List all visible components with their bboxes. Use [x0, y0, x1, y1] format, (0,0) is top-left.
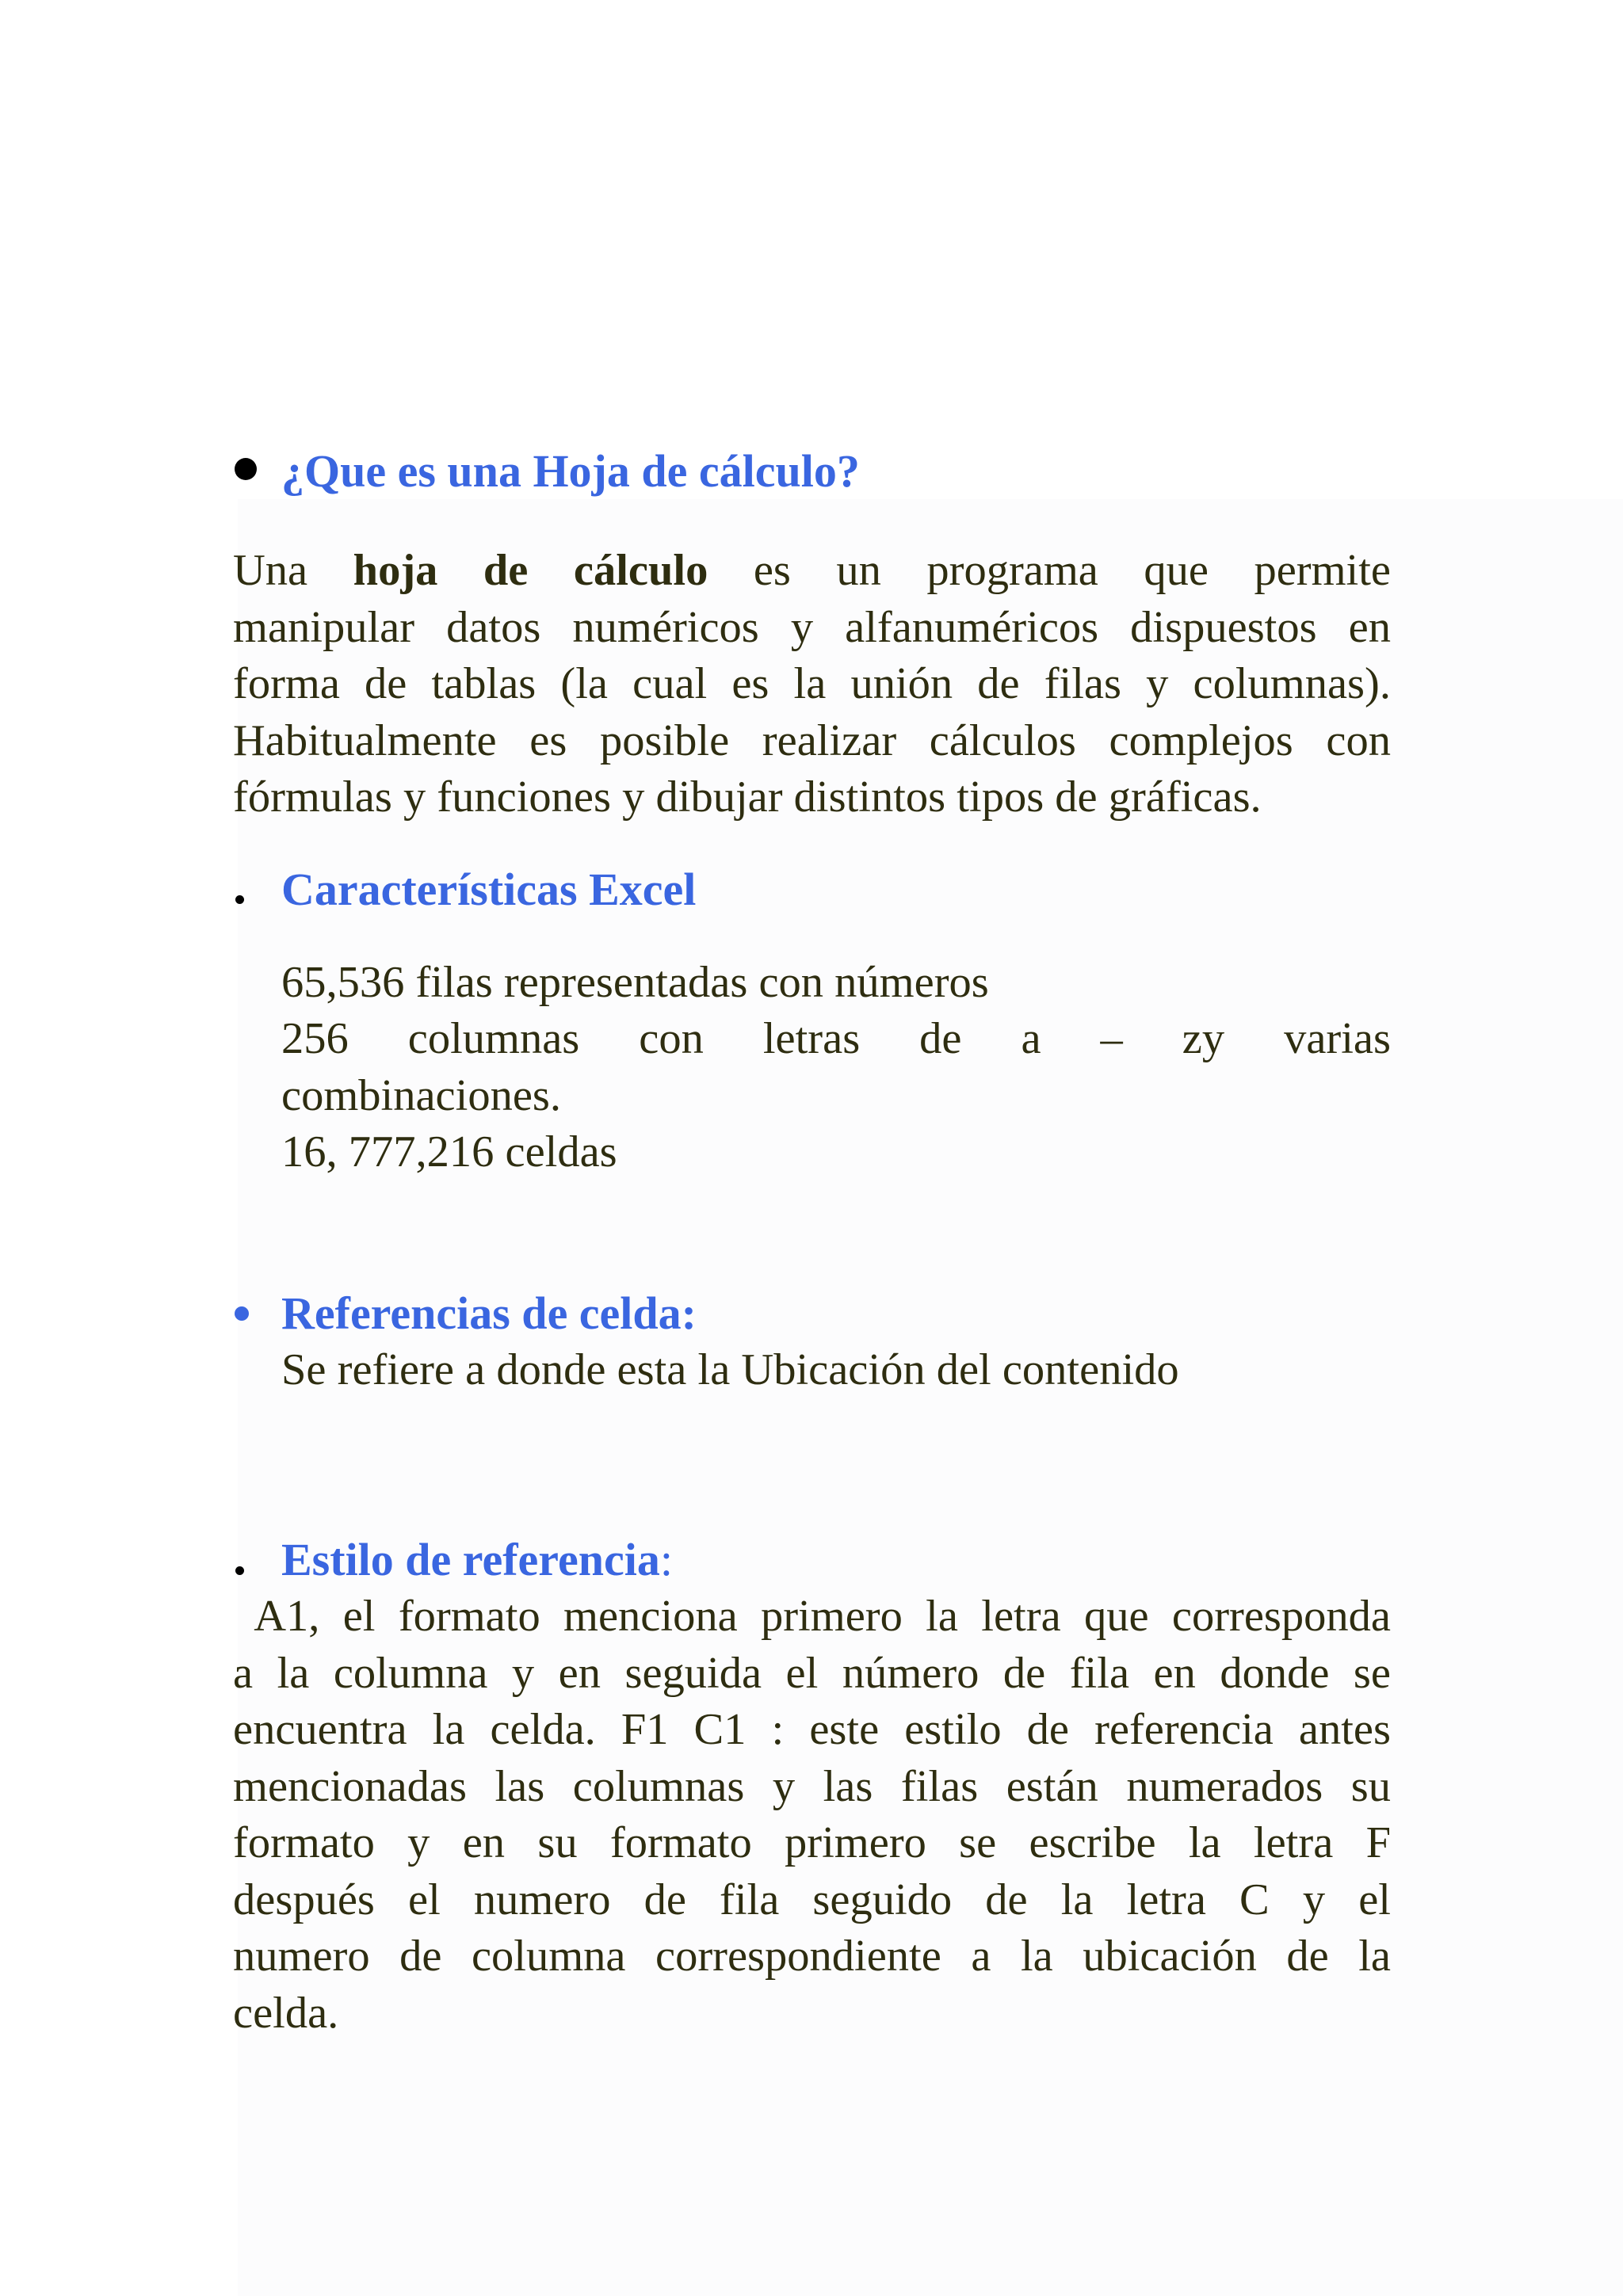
paragraph-line: [233, 543, 1391, 600]
paragraph-line: a la columna y en seguida el número de fila en donde se: [233, 1648, 1391, 1698]
section-heading-caracteristicas: Características Excel: [281, 864, 697, 915]
paragraph-line: Habitualmente es posible realizar cálculos complejos con: [233, 715, 1391, 765]
paragraph-line: forma de tablas (la cual es la unión de filas y columnas).: [233, 659, 1391, 708]
text-span: Una: [233, 546, 308, 595]
section-heading-estilo: [281, 1531, 673, 1589]
paragraph-line: después el numero de fila seguido de la letra C y el: [233, 1875, 1391, 1924]
section-heading-referencias: Referencias de celda:: [281, 1287, 697, 1339]
referencias-description: Se refiere a donde esta la Ubicación del contenido: [281, 1345, 1179, 1394]
bullet-icon: [235, 1566, 244, 1575]
section-heading-hoja-de-calculo: ¿Que es una Hoja de cálculo?: [281, 445, 860, 497]
paragraph-line: mencionadas las columnas y las filas están numerados su: [233, 1761, 1391, 1811]
text-span: es un programa que permite: [753, 546, 1392, 595]
paragraph-line: encuentra la celda. F1 C1 : este estilo de referencia antes: [233, 1705, 1391, 1754]
paragraph-hoja-de-calculo: [233, 543, 1391, 826]
bullet-icon: [235, 1306, 249, 1321]
paragraph-estilo-referencia: [233, 1589, 1391, 2042]
heading-colon: :: [659, 1534, 673, 1585]
paragraph-line: numero de columna correspondiente a la ubicación de la: [233, 1932, 1391, 1981]
heading-text: Estilo de referencia: [281, 1534, 660, 1585]
bullet-icon: [235, 895, 244, 904]
feature-line-celdas: 16, 777,216 celdas: [281, 1127, 617, 1177]
feature-line-filas: 65,536 filas representadas con números: [281, 958, 989, 1007]
paragraph-line: A1, el formato menciona primero la letra que corresponda: [233, 1592, 1391, 1641]
paragraph-line: fórmulas y funciones y dibujar distintos tipos de gráficas.: [233, 772, 1262, 822]
bold-term: hoja de cálculo: [353, 546, 708, 595]
paragraph-line: celda.: [233, 1988, 339, 2038]
paragraph-line: formato y en su formato primero se escribe la letra F: [233, 1818, 1391, 1867]
bullet-icon: [235, 458, 257, 480]
paragraph-line: combinaciones.: [281, 1070, 562, 1120]
paragraph-line: manipular datos numéricos y alfanuméricos dispuestos en: [233, 602, 1391, 652]
feature-block-columnas: [281, 1011, 1391, 1124]
paragraph-line: 256 columnas con letras de a – zy varias: [281, 1014, 1391, 1063]
